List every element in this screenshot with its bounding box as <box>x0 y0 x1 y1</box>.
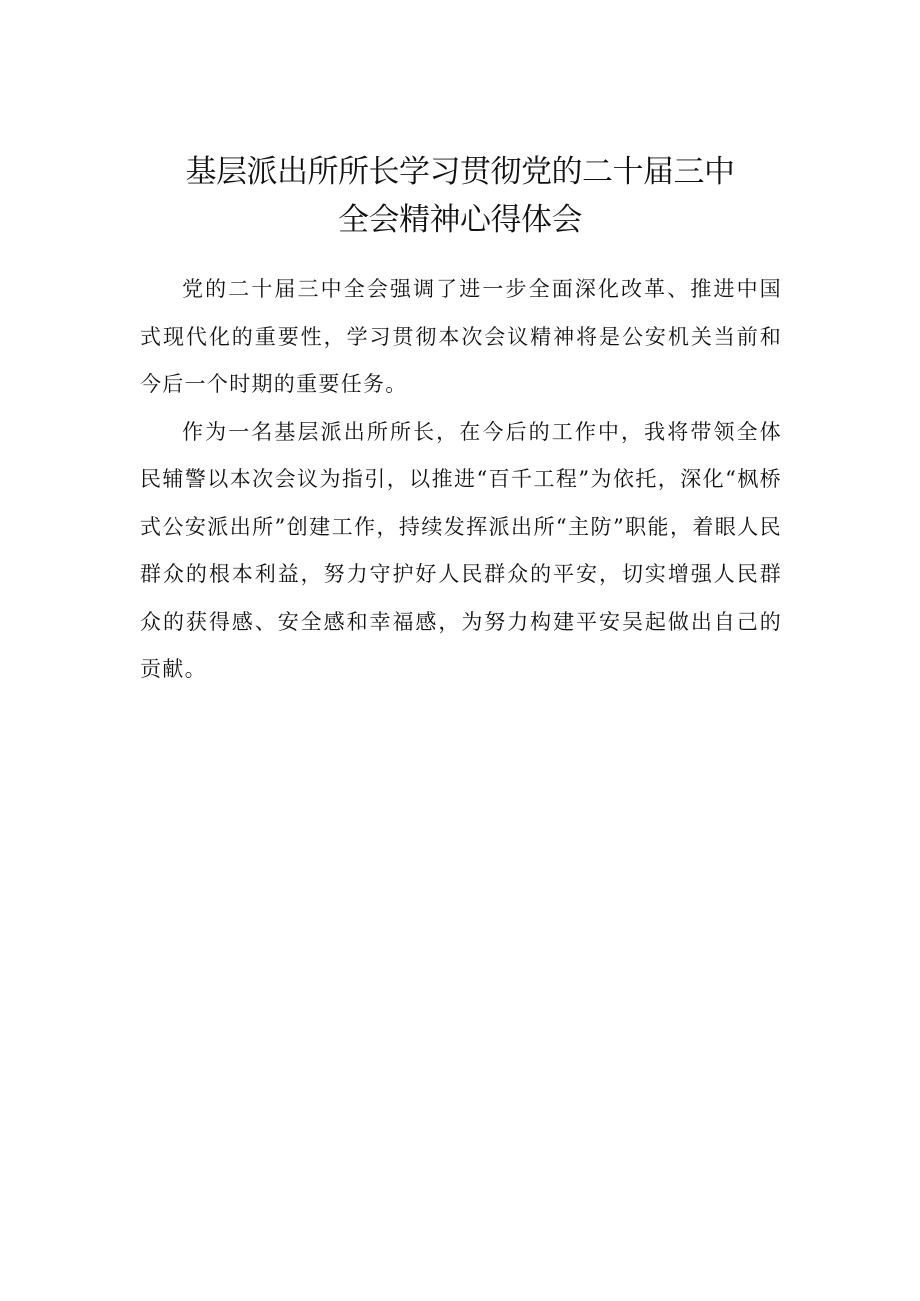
document-title <box>0 148 920 244</box>
document-body <box>140 266 782 694</box>
paragraph-1: 党的二十届三中全会强调了进一步全面深化改革、推进中国式现代化的重要性，学习贯彻本次会议精神将是公安机关当前和今后一个时期的重要任务。 <box>140 277 782 396</box>
title-line-1: 基层派出所所长学习贯彻党的二十届三中 <box>185 154 735 190</box>
paragraph-2: 作为一名基层派出所所长，在今后的工作中，我将带领全体民辅警以本次会议为指引，以推进“百千工程”为依托，深化“枫桥式公安派出所”创建工作，持续发挥派出所“主防”职能，着眼人民群众的根本利益，努力守护好人民群众的平安，切实增强人民群众的获得感、安全感和幸福感，为努力构建平安吴起做出自己的贡献。 <box>140 419 782 681</box>
title-line-2: 全会精神心得体会 <box>338 202 582 238</box>
